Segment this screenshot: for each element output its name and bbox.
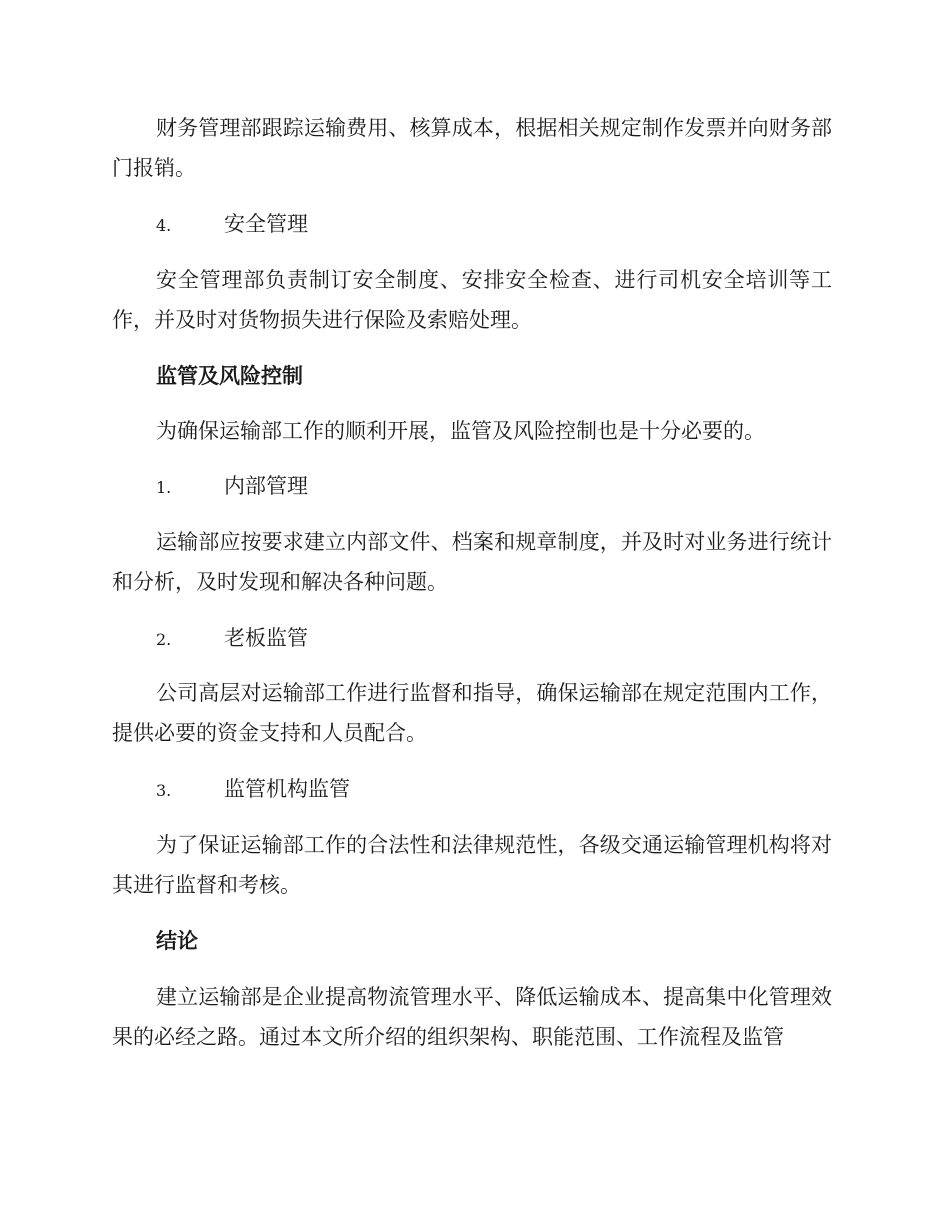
paragraph-boss: 公司高层对运输部工作进行监督和指导，确保运输部在规定范围内工作，提供必要的资金支持和人员配合。 — [112, 681, 832, 745]
section-heading-conclusion: 结论 — [156, 929, 198, 953]
list-number: 2. — [156, 630, 172, 649]
list-label: 内部管理 — [224, 474, 308, 498]
list-item-internal — [156, 466, 832, 508]
list-item-safety — [156, 204, 832, 246]
list-label: 老板监管 — [224, 626, 308, 650]
paragraph-finance: 财务管理部跟踪运输费用、核算成本，根据相关规定制作发票并向财务部门报销。 — [112, 116, 832, 180]
paragraph-safety: 安全管理部负责制订安全制度、安排安全检查、进行司机安全培训等工作，并及时对货物损失进行保险及索赔处理。 — [112, 268, 832, 332]
list-item-regulator — [156, 769, 832, 811]
section-heading-supervision: 监管及风险控制 — [156, 364, 303, 388]
paragraph-internal: 运输部应按要求建立内部文件、档案和规章制度，并及时对业务进行统计和分析，及时发现和解决各种问题。 — [112, 530, 832, 594]
list-label: 安全管理 — [224, 212, 308, 236]
list-item-boss — [156, 618, 832, 660]
paragraph-regulator: 为了保证运输部工作的合法性和法律规范性，各级交通运输管理机构将对其进行监督和考核。 — [112, 833, 832, 897]
list-label: 监管机构监管 — [224, 777, 350, 801]
list-number: 4. — [156, 216, 172, 235]
list-number: 1. — [156, 478, 172, 497]
paragraph-supervision-intro: 为确保运输部工作的顺利开展，监管及风险控制也是十分必要的。 — [156, 419, 765, 443]
paragraph-conclusion: 建立运输部是企业提高物流管理水平、降低运输成本、提高集中化管理效果的必经之路。通过本文所介绍的组织架构、职能范围、工作流程及监管 — [112, 985, 832, 1049]
list-number: 3. — [156, 781, 172, 800]
